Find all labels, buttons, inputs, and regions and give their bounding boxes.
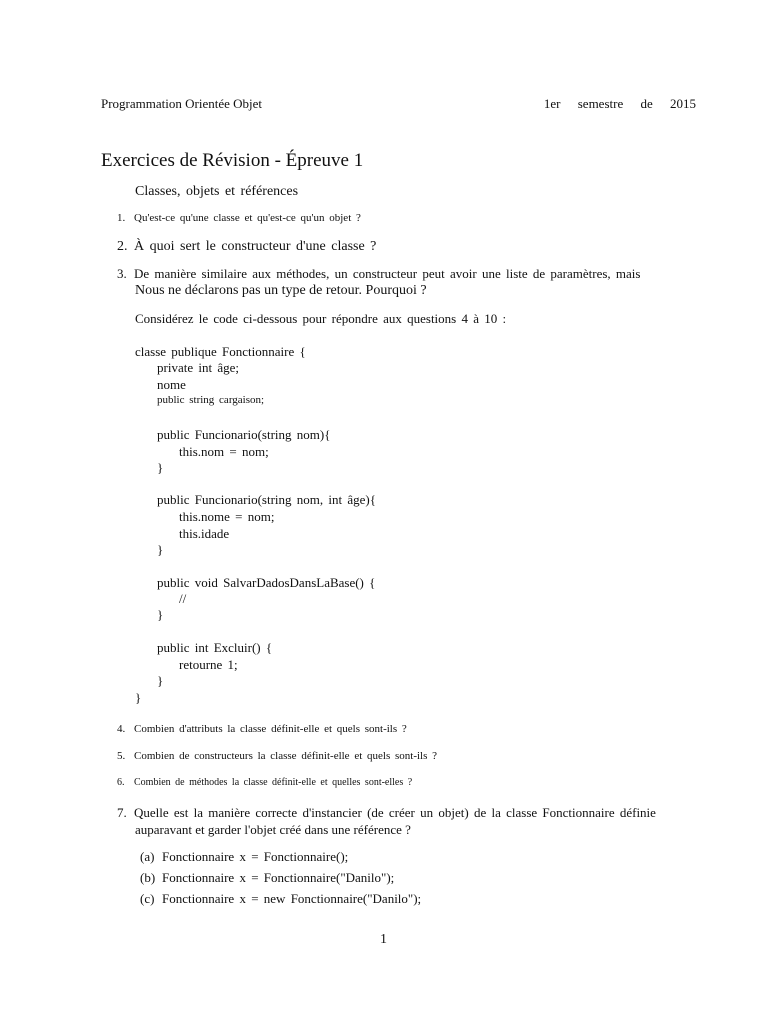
question-1	[117, 212, 361, 224]
question-number: 7.	[117, 805, 127, 820]
question-text: Quelle est la manière correcte d'instancier (de créer un objet) de la classe Fonctionnaire définie	[134, 805, 656, 820]
code-line: classe publique Fonctionnaire {	[135, 344, 306, 359]
question-text: Combien de méthodes la classe définit-elle et quelles sont-elles ?	[134, 777, 413, 788]
question-3	[117, 266, 640, 282]
code-line: this.nome = nom;	[179, 509, 275, 524]
course-name: Programmation Orientée Objet	[101, 96, 263, 111]
section-heading: Classes, objets et références	[135, 184, 299, 199]
question-text: À quoi sert le constructeur d'une classe ?	[134, 239, 377, 254]
question-4	[117, 723, 407, 735]
option-label: (c)	[140, 891, 155, 906]
code-line: public Funcionario(string nom){	[157, 427, 331, 442]
question-number: 4.	[117, 723, 126, 735]
code-line: }	[157, 460, 164, 475]
option-label: (b)	[140, 870, 156, 885]
question-7-continuation: auparavant et garder l'objet créé dans une référence ?	[135, 822, 411, 837]
question-3-continuation: Nous ne déclarons pas un type de retour. Pourquoi ?	[135, 283, 427, 298]
question-number: 1.	[117, 212, 126, 224]
semester-word: semestre	[577, 96, 624, 111]
option-text: Fonctionnaire x = Fonctionnaire();	[162, 849, 349, 864]
code-line: }	[157, 542, 164, 557]
code-line: }	[135, 690, 142, 705]
question-2	[117, 239, 376, 255]
question-7	[117, 805, 656, 821]
option-a	[140, 849, 348, 865]
question-6	[117, 777, 412, 788]
code-line: //	[179, 591, 187, 606]
code-line: nome	[157, 377, 186, 392]
semester-number: 1er	[543, 96, 561, 111]
option-text: Fonctionnaire x = new Fonctionnaire("Danilo");	[162, 891, 422, 906]
option-b	[140, 870, 394, 886]
code-line: public int Excluir() {	[157, 640, 273, 655]
option-text: Fonctionnaire x = Fonctionnaire("Danilo");	[162, 870, 395, 885]
code-line: }	[157, 607, 164, 622]
code-line: }	[157, 673, 164, 688]
code-line: private int âge;	[157, 360, 239, 375]
question-number: 3.	[117, 266, 127, 281]
code-line: public string cargaison;	[157, 394, 265, 406]
page-title: Exercices de Révision - Épreuve 1	[101, 150, 364, 171]
code-line: this.nom = nom;	[179, 444, 269, 459]
option-c	[140, 891, 421, 907]
question-number: 6.	[117, 777, 125, 788]
semester-line	[544, 96, 696, 112]
question-text: Combien de constructeurs la classe définit-elle et quels sont-ils ?	[134, 750, 438, 762]
code-lead-text: Considérez le code ci-dessous pour répondre aux questions 4 à 10 :	[135, 311, 507, 326]
semester-de: de	[640, 96, 653, 111]
question-5	[117, 750, 437, 762]
question-number: 5.	[117, 750, 126, 762]
question-number: 2.	[117, 239, 128, 254]
code-line: public void SalvarDadosDansLaBase() {	[157, 575, 376, 590]
question-text: De manière similaire aux méthodes, un constructeur peut avoir une liste de paramètres, mais	[134, 266, 641, 281]
code-line: retourne 1;	[179, 657, 238, 672]
question-text: Combien d'attributs la classe définit-elle et quels sont-ils ?	[134, 723, 407, 735]
page-number: 1	[380, 932, 387, 947]
semester-year: 2015	[670, 96, 696, 111]
option-label: (a)	[140, 849, 155, 864]
code-line: public Funcionario(string nom, int âge){	[157, 492, 376, 507]
question-text: Qu'est-ce qu'une classe et qu'est-ce qu'un objet ?	[134, 212, 361, 224]
code-line: this.idade	[179, 526, 230, 541]
